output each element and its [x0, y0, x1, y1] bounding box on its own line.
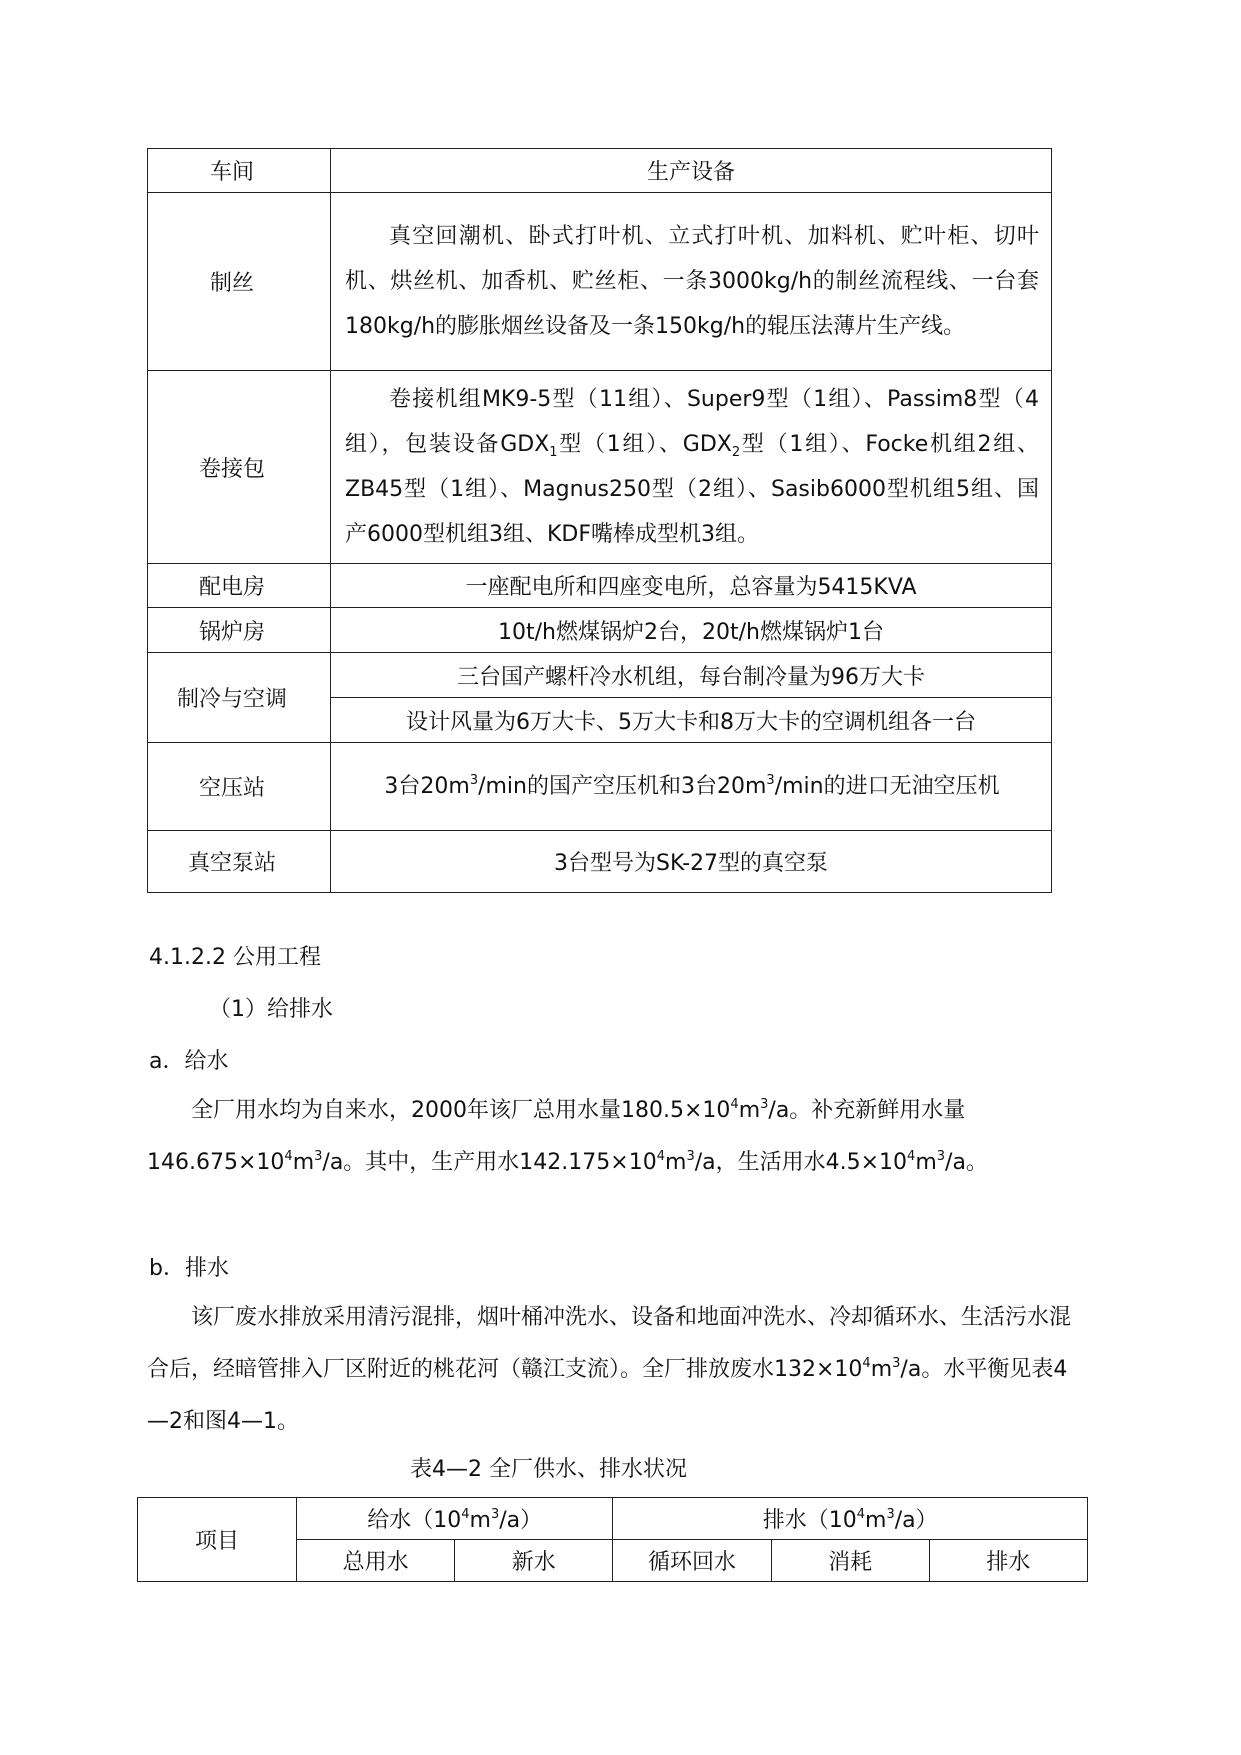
drainage-heading: b．排水 — [149, 1256, 229, 1281]
table-row — [148, 653, 1052, 698]
table-header-row — [148, 149, 1052, 193]
equipment-table — [147, 148, 1052, 893]
header-equipment: 生产设备 — [331, 149, 1052, 193]
water-balance-table — [137, 1497, 1088, 1582]
col-discharge: 排水 — [929, 1540, 1087, 1582]
subheading: （1）给排水 — [209, 997, 333, 1022]
table-row — [148, 193, 1052, 371]
supply-header: 给水$(10^4m^3/a)$ — [297, 1498, 613, 1540]
workshop-cell: 卷接包 — [148, 371, 331, 564]
workshop-cell: 真空泵站 — [148, 831, 331, 893]
drainage-paragraph: 该厂废水排放采用清污混排，烟叶桶冲洗水、设备和地面冲洗水、冷却循环水、生活污水混合后，经暗管排入厂区附近的桃花河（赣江支流）。全厂排放废水$132\times 10^4m^3/a$。水平衡见表4—2和图4—1。 — [147, 1305, 1072, 1434]
table-row — [148, 608, 1052, 653]
water-supply-heading: a．给水 — [149, 1049, 229, 1074]
equipment-cell: 3台$20m^3/\min$的国产空压机和3台$20m^3/\min$的进口无油空压机 — [331, 743, 1052, 831]
equipment-cell: 10t/h燃煤锅炉2台，20t/h燃煤锅炉1台 — [331, 608, 1052, 653]
col-fresh-water: 新水 — [455, 1540, 613, 1582]
table-row — [148, 743, 1052, 831]
equipment-cell: 三台国产螺杆冷水机组，每台制冷量为96万大卡 — [331, 653, 1052, 698]
table-row — [148, 564, 1052, 608]
workshop-cell: 制冷与空调 — [148, 653, 331, 743]
col-consumption: 消耗 — [771, 1540, 929, 1582]
col-total-water: 总用水 — [297, 1540, 455, 1582]
workshop-cell: 锅炉房 — [148, 608, 331, 653]
equipment-cell: 一座配电所和四座变电所，总容量为5415KVA — [331, 564, 1052, 608]
drainage-header: 排水$(10^4m^3/a)$ — [613, 1498, 1088, 1540]
section-heading: 4.1.2.2 公用工程 — [149, 945, 321, 970]
equipment-cell: 3台型号为SK-27型的真空泵 — [331, 831, 1052, 893]
workshop-cell: 制丝 — [148, 193, 331, 371]
water-supply-paragraph: 全厂用水均为自来水，2000年该厂总用水量$180.5\times 10^4m^3/a$。补充新鲜用水量$146.675\times 10^4m^3/a$。其中，生产用水$142.175\times 10^4m^3/a$，生活用水$4.5\times 10^4m^3/a$。 — [147, 1097, 988, 1175]
equipment-cell: 卷接机组MK9-5型（11组）、Super9型（1组）、Passim8型（4组），包装设备$GDX_1$型（1组）、$GDX_2$型（1组）、Focke机组2组、ZB45型（1组）、Magnus250型（2组）、Sasib6000型机组5组、国产6000型机组3组、KDF嘴棒成型机3组。 — [331, 371, 1052, 564]
table-caption: 表4—2 全厂供水、排水状况 — [410, 1457, 687, 1482]
col-recycled-water: 循环回水 — [613, 1540, 771, 1582]
equipment-cell: 设计风量为6万大卡、5万大卡和8万大卡的空调机组各一台 — [331, 698, 1052, 743]
workshop-cell: 配电房 — [148, 564, 331, 608]
equipment-cell: 真空回潮机、卧式打叶机、立式打叶机、加料机、贮叶柜、切叶机、烘丝机、加香机、贮丝柜、一条3000kg/h的制丝流程线、一台套180kg/h的膨胀烟丝设备及一条150kg/h的辊压法薄片生产线。 — [331, 193, 1052, 371]
workshop-cell: 空压站 — [148, 743, 331, 831]
header-workshop: 车间 — [148, 149, 331, 193]
table-row — [148, 831, 1052, 893]
table-row — [148, 371, 1052, 564]
item-header: 项目 — [138, 1498, 297, 1582]
table-header-row — [138, 1498, 1088, 1540]
